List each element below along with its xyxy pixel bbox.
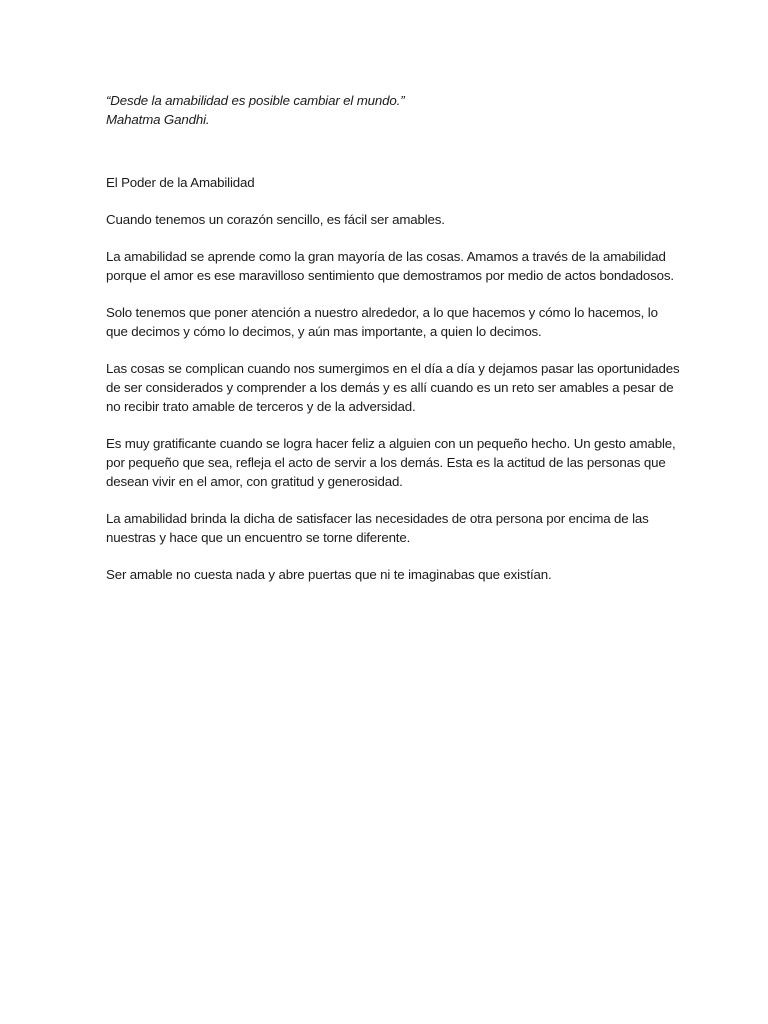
paragraph-7: [106, 565, 666, 584]
document-content: [106, 91, 680, 602]
epigraph-author: Mahatma Gandhi.: [106, 112, 210, 127]
paragraph-line: por pequeño que sea, refleja el acto de servir a los demás. Esta es la actitud de las personas que: [106, 455, 666, 470]
epigraph-quote: “Desde la amabilidad es posible cambiar el mundo.”: [106, 93, 405, 108]
paragraph-line: Es muy gratificante cuando se logra hacer feliz a alguien con un pequeño hecho. Un gesto amable,: [106, 436, 676, 451]
epigraph: [106, 91, 666, 129]
paragraph-line: Las cosas se complican cuando nos sumergimos en el día a día y dejamos pasar las oportunidades: [106, 361, 680, 376]
paragraph-line: Ser amable no cuesta nada y abre puertas que ni te imaginabas que existían.: [106, 567, 552, 582]
paragraph-line: que decimos y cómo lo decimos, y aún mas importante, a quien lo decimos.: [106, 324, 542, 339]
paragraph-line: Cuando tenemos un corazón sencillo, es fácil ser amables.: [106, 212, 445, 227]
paragraph-line: desean vivir en el amor, con gratitud y generosidad.: [106, 474, 403, 489]
paragraph-line: no recibir trato amable de terceros y de la adversidad.: [106, 399, 416, 414]
paragraph-line: nuestras y hace que un encuentro se torne diferente.: [106, 530, 411, 545]
paragraph-1: [106, 210, 666, 229]
paragraph-5: [106, 434, 676, 491]
paragraph-6: [106, 509, 666, 547]
paragraph-2: [106, 247, 674, 285]
paragraph-3: [106, 303, 666, 341]
paragraph-line: La amabilidad brinda la dicha de satisfacer las necesidades de otra persona por encima de las: [106, 511, 649, 526]
paragraph-line: Solo tenemos que poner atención a nuestro alrededor, a lo que hacemos y cómo lo hacemos, lo: [106, 305, 658, 320]
document-title: [106, 173, 666, 192]
paragraph-line: porque el amor es ese maravilloso sentimiento que demostramos por medio de actos bondadosos.: [106, 268, 674, 283]
paragraph-line: La amabilidad se aprende como la gran mayoría de las cosas. Amamos a través de la amabilidad: [106, 249, 666, 264]
paragraph-line: de ser considerados y comprender a los demás y es allí cuando es un reto ser amables a pesar de: [106, 380, 674, 395]
document-title-text: El Poder de la Amabilidad: [106, 175, 255, 190]
paragraph-4: [106, 359, 680, 416]
